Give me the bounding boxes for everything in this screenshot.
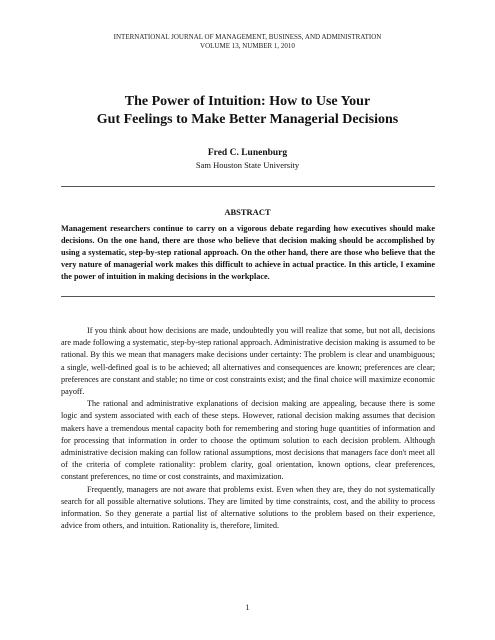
running-head-journal: INTERNATIONAL JOURNAL OF MANAGEMENT, BUSINESS, AND ADMINISTRATION [113, 33, 382, 41]
body-paragraph: Frequently, managers are not aware that problems exist. Even when they are, they do not systematically search for all possible alternative solutions. They are limited by time constraints, cost, and the ability to process information. So they generate a partial list of alternative solutions to the problem based on their experience, advice from others, and intuition. Rationality is, therefore, limited. [61, 484, 435, 531]
author-name: Fred C. Lunenburg [207, 148, 288, 158]
author-affiliation: Sam Houston State University [195, 160, 300, 170]
abstract-heading: ABSTRACT [224, 207, 271, 217]
abstract-text: Management researchers continue to carry on a vigorous debate regarding how executives should make decisions. On the one hand, there are those who believe that decision making should be accomplished by using a systematic, step-by-step rational approach. On the other hand, there are those who believe that the very nature of managerial work makes this difficult to achieve in actual practice. In this article, I examine the power of intuition in making decisions in the workplace. [61, 224, 435, 281]
abstract-bottom-rule [61, 296, 435, 297]
paper-title-line-1: The Power of Intuition: How to Use Your [124, 94, 371, 109]
page-number: 1 [245, 603, 250, 612]
abstract-top-rule [61, 186, 435, 187]
paper-title-line-2: Gut Feelings to Make Better Managerial Decisions [96, 112, 399, 127]
body-paragraph: If you think about how decisions are made, undoubtedly you will realize that some, but not all, decisions are made following a systematic, step-by-step rational approach. Administrative decision making is assumed to be rational. By this we mean that managers make decisions under certainty: The problem is clear and unambiguous; a single, well-defined goal is to be achieved; all alternatives and consequences are known; preferences are clear; preferences are constant and stable; no time or cost constraints exist; and the final choice will maximize economic payoff. [61, 326, 435, 397]
body-paragraph: The rational and administrative explanations of decision making are appealing, because there is some logic and system associated with each of these steps. However, rational decision making assumes that decision makers have a tremendous mental capacity both for remembering and storing huge quantities of information and for processing that information in order to choose the optimum solution to each decision problem. Although administrative decision making can follow rational assumptions, most decisions that managers face don't meet all of the criteria of complete rationality: problem clarity, goal orientation, known options, clear preferences, constant preferences, no time or cost constraints, and maximization. [61, 399, 435, 482]
body-text [61, 325, 435, 532]
running-head-volume: VOLUME 13, NUMBER 1, 2010 [200, 42, 295, 50]
